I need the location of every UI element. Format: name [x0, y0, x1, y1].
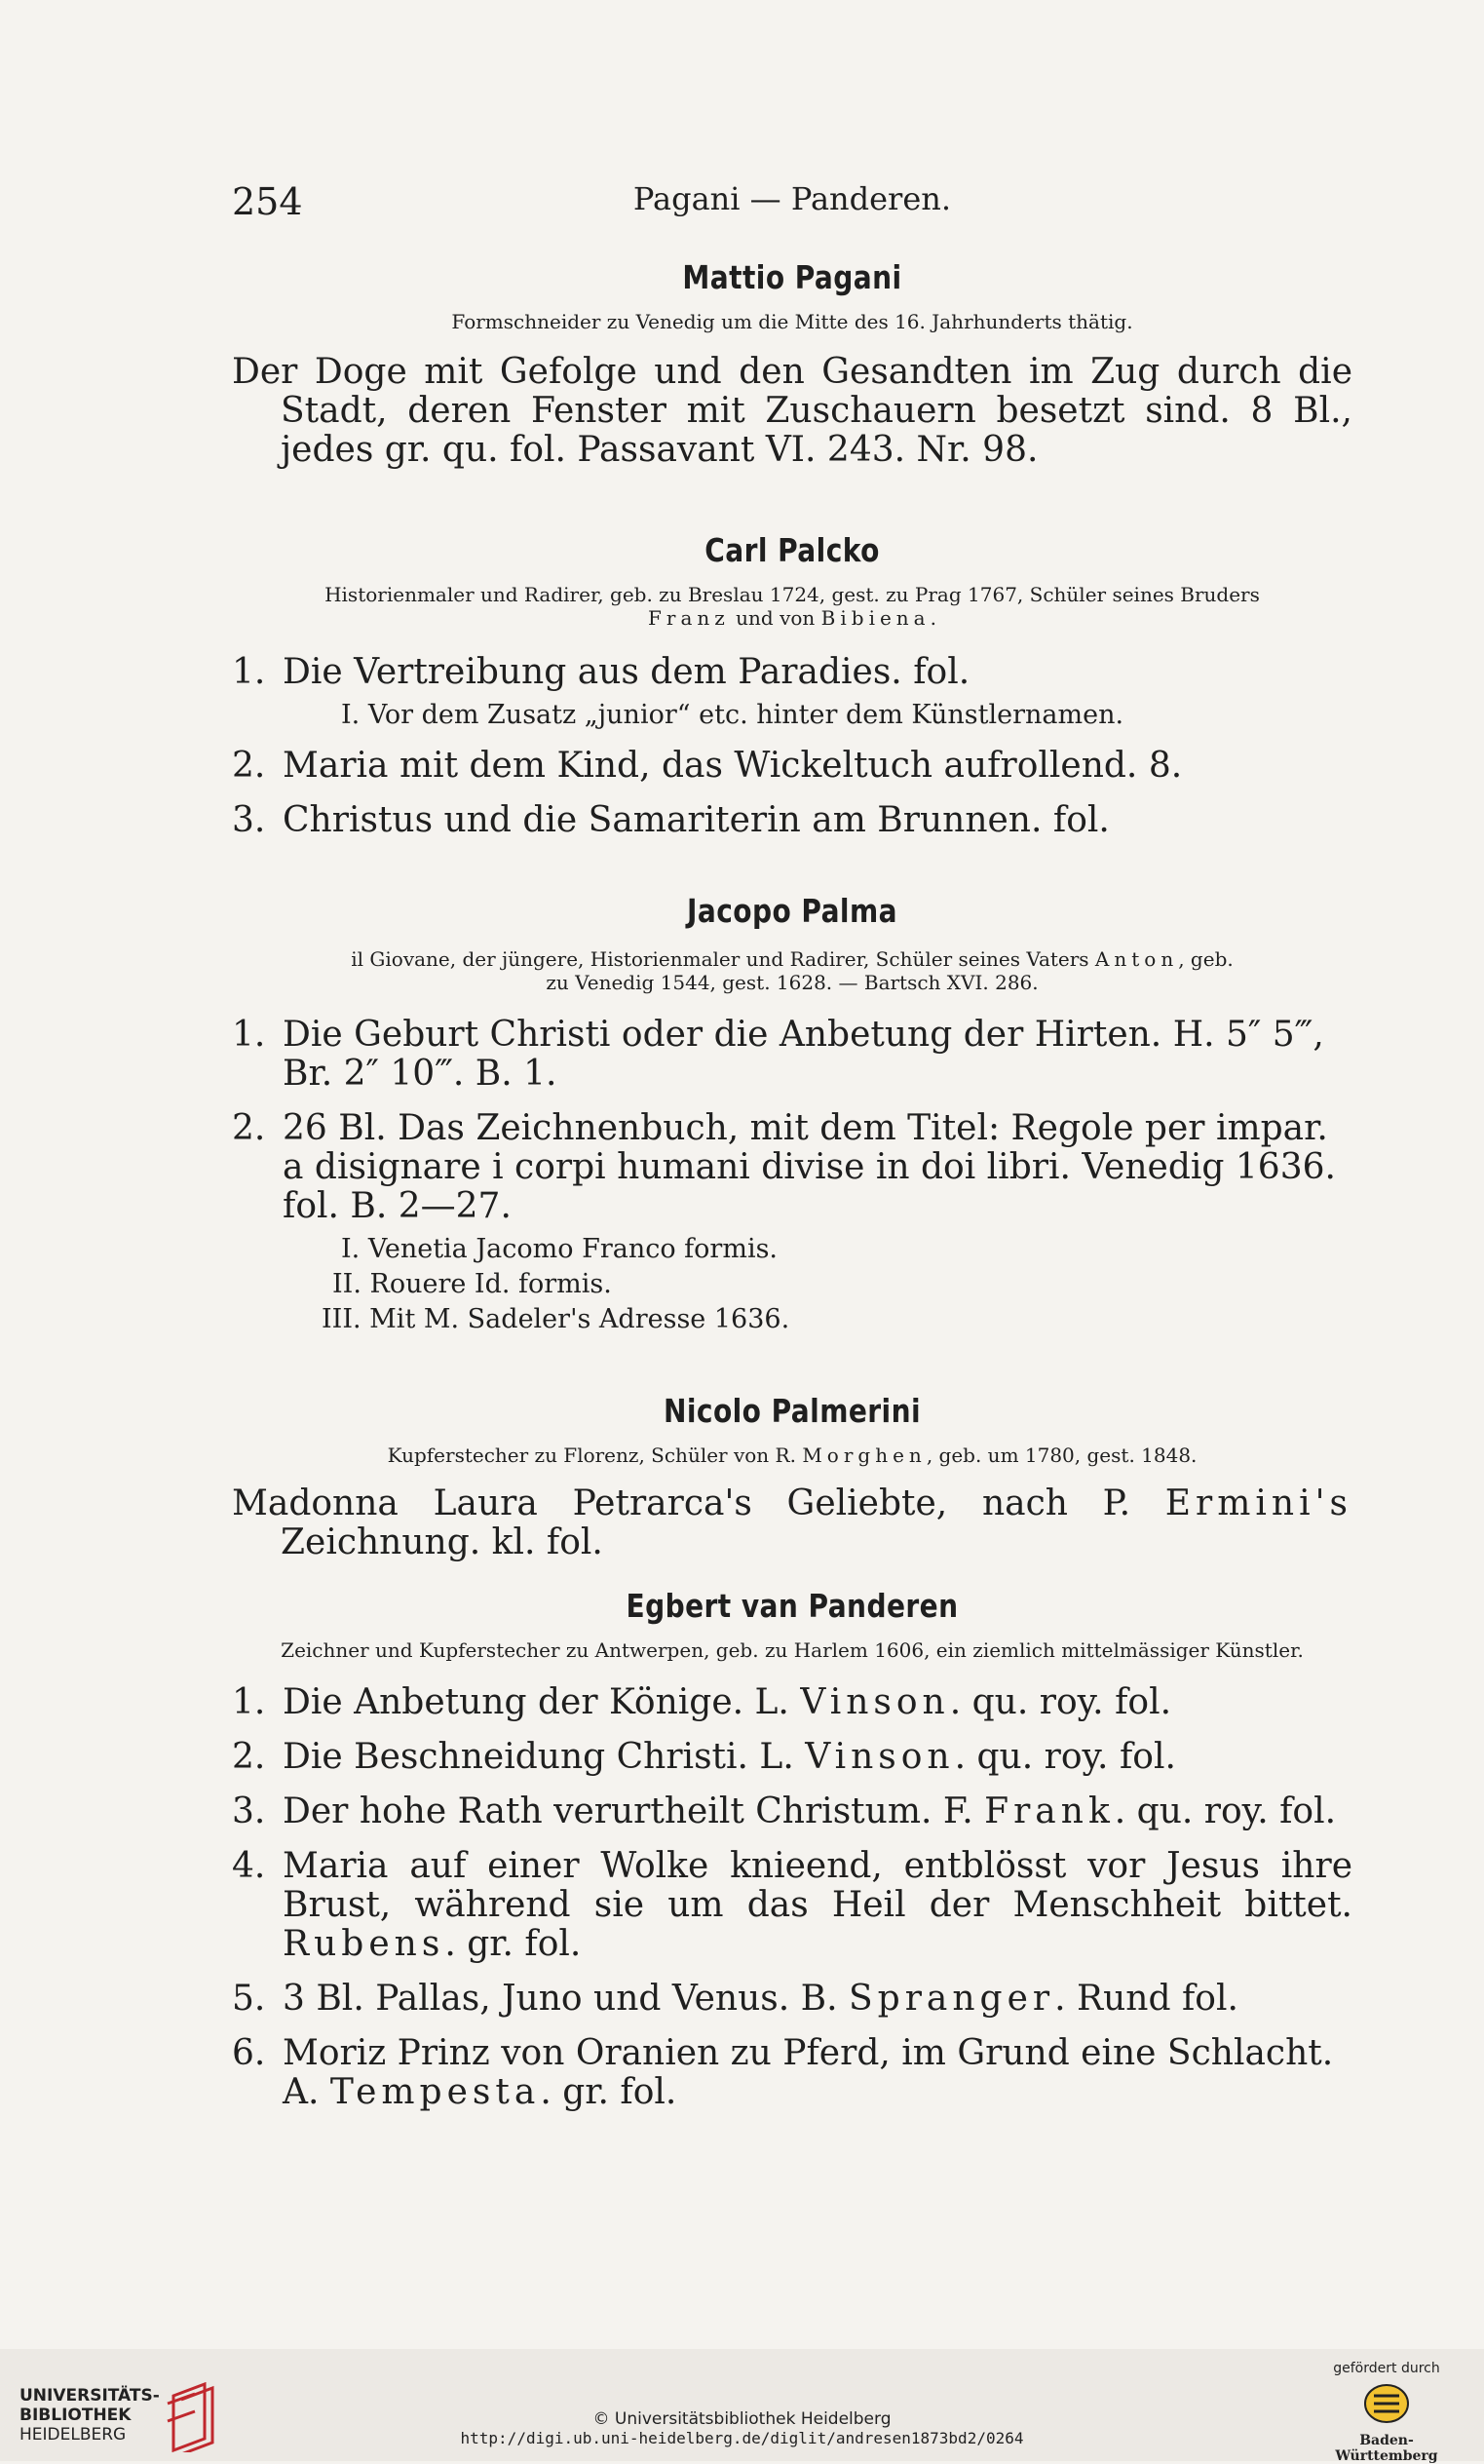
item-number: 1. — [232, 652, 266, 692]
item-number: 5. — [232, 1979, 266, 2019]
library-name-line: HEIDELBERG — [19, 2425, 127, 2445]
bio-text: und von — [729, 606, 821, 630]
item-number: 3. — [232, 800, 266, 840]
item-number: 1. — [232, 1682, 266, 1722]
item-number: 3. — [232, 1791, 266, 1831]
state-name: Baden-Württemberg — [1335, 2433, 1438, 2464]
artist-name: Jacopo Palma — [686, 892, 897, 930]
artist-bio — [232, 583, 1352, 630]
list-item — [232, 1683, 1352, 1722]
list-item — [232, 801, 1352, 840]
artist-name: Nicolo Palmerini — [663, 1392, 922, 1430]
artist-bio — [232, 947, 1352, 994]
item-text: . qu. roy. fol. — [1114, 1791, 1337, 1831]
bio-text: il Giovane, der jüngere, Historienmaler und Radirer, Schüler seines Vaters — [351, 947, 1095, 971]
running-head — [232, 180, 1352, 229]
state-line: II. Rouere Id. formis. — [332, 1269, 612, 1299]
entry-palma — [232, 892, 1352, 1337]
bio-text: , geb. — [1178, 947, 1234, 971]
engraver-name: Vinson — [800, 1682, 950, 1722]
list-item — [232, 1847, 1352, 1964]
item-text: Die Vertreibung aus dem Paradies. fol. — [283, 652, 970, 692]
spaced-name: Anton — [1094, 947, 1179, 971]
item-text: . qu. roy. fol. — [954, 1737, 1176, 1777]
item-text: Die Anbetung der Könige. L. — [283, 1682, 801, 1722]
entry-palmerini — [232, 1392, 1352, 1562]
artist-reference: Rubens — [283, 1924, 445, 1964]
bio-text: , geb. um 1780, gest. 1848. — [926, 1444, 1198, 1467]
item-number: 2. — [232, 1737, 266, 1777]
list-item — [232, 653, 1352, 692]
bio-text: Kupferstecher zu Florenz, Schüler von R. — [387, 1444, 803, 1467]
state-line: III. Mit M. Sadeler's Adresse 1636. — [322, 1304, 790, 1334]
state-coat-of-arms-icon — [1362, 2382, 1411, 2425]
bio-line: Historienmaler und Radirer, geb. zu Breslau 1724, gest. zu Prag 1767, Schüler seines Bruders — [324, 583, 1260, 606]
copyright-text: © Universitätsbibliothek Heidelberg — [592, 2409, 892, 2429]
list-item — [232, 747, 1352, 786]
funding-block — [1309, 2361, 1465, 2464]
list-item — [232, 2034, 1352, 2112]
item-number: 6. — [232, 2033, 266, 2073]
entry-pagani — [232, 258, 1352, 470]
item-number: 2. — [232, 1108, 266, 1148]
state-line: I. Vor dem Zusatz „junior“ etc. hinter dem Künstlernamen. — [341, 700, 1124, 730]
item-text: Maria mit dem Kind, das Wickeltuch aufrollend. 8. — [283, 746, 1183, 786]
item-number: 4. — [232, 1846, 266, 1886]
entry-panderen — [232, 1587, 1352, 2112]
funding-label: gefördert durch — [1333, 2361, 1440, 2376]
artist-reference: Spranger — [848, 1979, 1055, 2019]
list-item — [232, 1792, 1352, 1831]
item-text: . gr. fol. — [540, 2072, 677, 2112]
copyright-block — [0, 2409, 1484, 2448]
list-item — [232, 1016, 1352, 1094]
artist-reference: Tempesta — [329, 2072, 541, 2112]
spaced-name: Morghen — [802, 1444, 927, 1467]
digitization-footer — [0, 2349, 1484, 2464]
entry-text: Madonna Laura Petrarca's Geliebte, nach P. — [232, 1483, 1165, 1523]
entry-palcko — [232, 531, 1352, 840]
running-title: Pagani — Panderen. — [632, 180, 952, 217]
item-text: Christus und die Samariterin am Brunnen. fol. — [283, 800, 1110, 840]
item-text: . Rund fol. — [1054, 1979, 1238, 2019]
item-text: Moriz Prinz von Oranien zu Pferd, im Grund eine Schlacht. A. — [283, 2033, 1334, 2112]
item-text: 26 Bl. Das Zeichnenbuch, mit dem Titel: Regole per impar. a disignare i corpi humani divise in doi libri. Venedig 1636. fol. B. 2—27. — [283, 1108, 1336, 1226]
item-text: Die Beschneidung Christi. L. — [283, 1737, 806, 1777]
artist-bio: Formschneider zu Venedig um die Mitte des 16. Jahrhunderts thätig. — [451, 310, 1133, 333]
permalink[interactable]: http://digi.ub.uni-heidelberg.de/diglit/andresen1873bd2/0264 — [460, 2429, 1024, 2447]
artist-bio: Zeichner und Kupferstecher zu Antwerpen, geb. zu Harlem 1606, ein ziemlich mittelmässiger Künstler. — [281, 1638, 1304, 1662]
artist-name: Mattio Pagani — [682, 258, 902, 296]
entry-text: Zeichnung. kl. fol. — [281, 1522, 603, 1562]
list-item — [232, 1980, 1352, 2019]
catalog-entry: Der Doge mit Gefolge und den Gesandten im Zug durch die Stadt, deren Fenster mit Zuschauern besetzt sind. 8 Bl., jedes gr. qu. fol. Passavant VI. 243. Nr. 98. — [232, 352, 1352, 470]
item-number: 2. — [232, 746, 266, 786]
engraver-name: Frank — [984, 1791, 1115, 1831]
spaced-name: Bibiena — [820, 606, 931, 630]
artist-name: Carl Palcko — [704, 531, 880, 569]
item-text: . gr. fol. — [444, 1924, 582, 1964]
item-text: Die Geburt Christi oder die Anbetung der Hirten. H. 5″ 5‴, Br. 2″ 10‴. B. 1. — [283, 1015, 1324, 1094]
library-name-line: BIBLIOTHEK — [19, 2406, 132, 2425]
spaced-name: Franz — [648, 606, 730, 630]
bio-line: zu Venedig 1544, gest. 1628. — Bartsch XVI. 286. — [546, 971, 1039, 994]
list-item — [232, 1109, 1352, 1226]
catalog-entry — [232, 1484, 1352, 1562]
item-text: Maria auf einer Wolke knieend, entblösst vor Jesus ihre Brust, während sie um das Heil der Menschheit bittet. — [283, 1846, 1352, 1925]
engraver-name: Vinson — [805, 1737, 955, 1777]
state-line: I. Venetia Jacomo Franco formis. — [341, 1234, 779, 1264]
item-text: . qu. roy. fol. — [949, 1682, 1172, 1722]
item-text: Der hohe Rath verurtheilt Christum. F. — [283, 1791, 985, 1831]
page-number: 254 — [232, 180, 303, 223]
artist-bio — [232, 1444, 1352, 1467]
spaced-name: Ermini's — [1164, 1483, 1352, 1523]
item-text: 3 Bl. Pallas, Juno und Venus. B. — [283, 1979, 849, 2019]
library-name-line: UNIVERSITÄTS- — [19, 2386, 160, 2406]
bio-text: . — [930, 606, 936, 630]
list-item — [232, 1738, 1352, 1777]
artist-name: Egbert van Panderen — [626, 1587, 959, 1625]
item-number: 1. — [232, 1015, 266, 1055]
